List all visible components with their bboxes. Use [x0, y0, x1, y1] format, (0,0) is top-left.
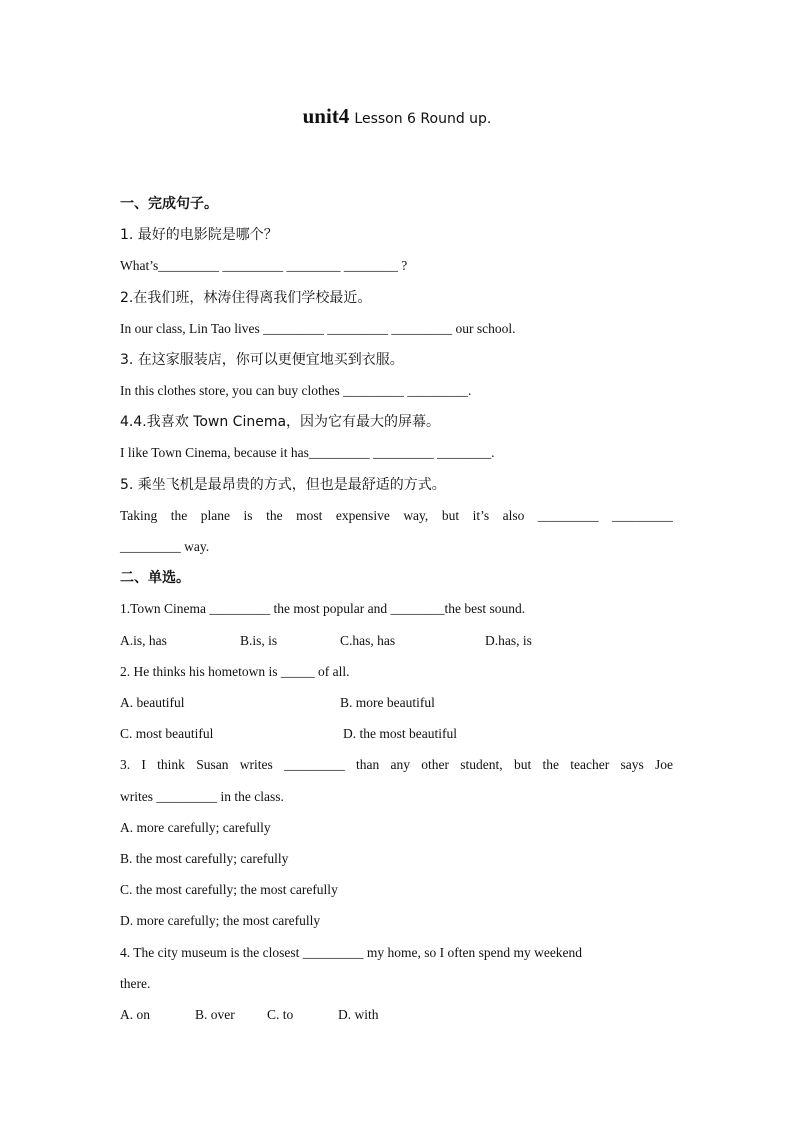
word: teacher — [570, 757, 610, 772]
worksheet-title — [0, 104, 794, 129]
s2-q3-option-a: A. more carefully; carefully — [120, 820, 271, 835]
word: writes — [239, 757, 273, 772]
word: Joe — [654, 757, 673, 772]
word: most — [296, 508, 323, 523]
title-lesson: Lesson 6 Round up. — [354, 111, 492, 127]
s1-q5-chinese: 5. 乘坐飞机是最昂贵的方式，但也是最舒适的方式。 — [120, 477, 446, 493]
section1-heading: 一、完成句子。 — [120, 196, 218, 212]
word: is — [243, 508, 253, 523]
word: other — [421, 757, 450, 772]
word: think — [157, 757, 185, 772]
s1-q2-chinese: 2.在我们班，林涛住得离我们学校最近。 — [120, 290, 372, 306]
word: Taking — [120, 508, 158, 523]
s2-q2-option-c: C. most beautiful — [120, 726, 214, 741]
s1-q3-english: In this clothes store, you can buy clothes _________ _________. — [120, 383, 472, 398]
s2-q4-stem-line1: 4. The city museum is the closest _________ my home, so I often spend my weekend — [120, 945, 583, 960]
word: student, — [460, 757, 503, 772]
word: expensive — [335, 508, 390, 523]
s2-q3-stem-line1 — [120, 756, 673, 774]
s2-q4-option-b: B. over — [195, 1007, 235, 1022]
s1-q1-chinese: 1. 最好的电影院是哪个？ — [120, 227, 278, 243]
word: it’s — [472, 508, 490, 523]
word: but — [441, 508, 460, 523]
word: 3. — [120, 757, 131, 772]
s1-q2-english: In our class, Lin Tao lives _________ _________ _________ our school. — [120, 321, 516, 336]
word: Susan — [196, 757, 229, 772]
word: I — [141, 757, 146, 772]
s2-q3-option-b: B. the most carefully; carefully — [120, 851, 289, 866]
title-unit: unit4 — [302, 104, 350, 128]
word: says — [620, 757, 644, 772]
s1-q5-english-line2: _________ way. — [120, 539, 210, 554]
s2-q1-option-c: C.has, has — [340, 633, 396, 648]
section2-heading: 二、单选。 — [120, 570, 190, 586]
s2-q3-stem-line2: writes _________ in the class. — [120, 789, 284, 804]
s2-q2-option-d: D. the most beautiful — [343, 726, 457, 741]
word: the — [542, 757, 559, 772]
s1-q5-english-line1 — [120, 507, 673, 525]
s1-q1-english: What’s_________ _________ ________ ________ ? — [120, 258, 408, 273]
s2-q4-stem-line2: there. — [120, 976, 151, 991]
s1-q3-chinese: 3. 在这家服装店，你可以更便宜地买到衣服。 — [120, 352, 404, 368]
s2-q4-option-d: D. with — [338, 1007, 379, 1022]
s2-q2-option-a: A. beautiful — [120, 695, 185, 710]
s2-q4-option-a: A. on — [120, 1007, 150, 1022]
word: the — [266, 508, 283, 523]
s2-q3-option-d: D. more carefully; the most carefully — [120, 913, 321, 928]
answer-blank: _________ — [283, 757, 345, 772]
s2-q1-option-d: D.has, is — [485, 633, 532, 648]
word: than — [356, 757, 380, 772]
s2-q1-option-b: B.is, is — [240, 633, 278, 648]
word: also — [502, 508, 525, 523]
word: any — [390, 757, 411, 772]
s1-q4-english: I like Town Cinema, because it has_________ _________ ________. — [120, 445, 495, 460]
s2-q2-option-b: B. more beautiful — [340, 695, 435, 710]
s2-q4-option-c: C. to — [267, 1007, 294, 1022]
word: way, — [403, 508, 429, 523]
word: but — [513, 757, 532, 772]
word: plane — [200, 508, 231, 523]
s2-q3-option-c: C. the most carefully; the most carefully — [120, 882, 338, 897]
s2-q1-option-a: A.is, has — [120, 633, 167, 648]
s2-q2-stem: 2. He thinks his hometown is _____ of all. — [120, 664, 350, 679]
word: the — [170, 508, 188, 523]
s1-q4-chinese: 4.4.我喜欢 Town Cinema，因为它有最大的屏幕。 — [120, 414, 441, 430]
s2-q1-stem: 1.Town Cinema _________ the most popular and ________the best sound. — [120, 601, 526, 616]
answer-blank: _________ — [612, 508, 673, 523]
answer-blank: _________ — [537, 508, 599, 523]
